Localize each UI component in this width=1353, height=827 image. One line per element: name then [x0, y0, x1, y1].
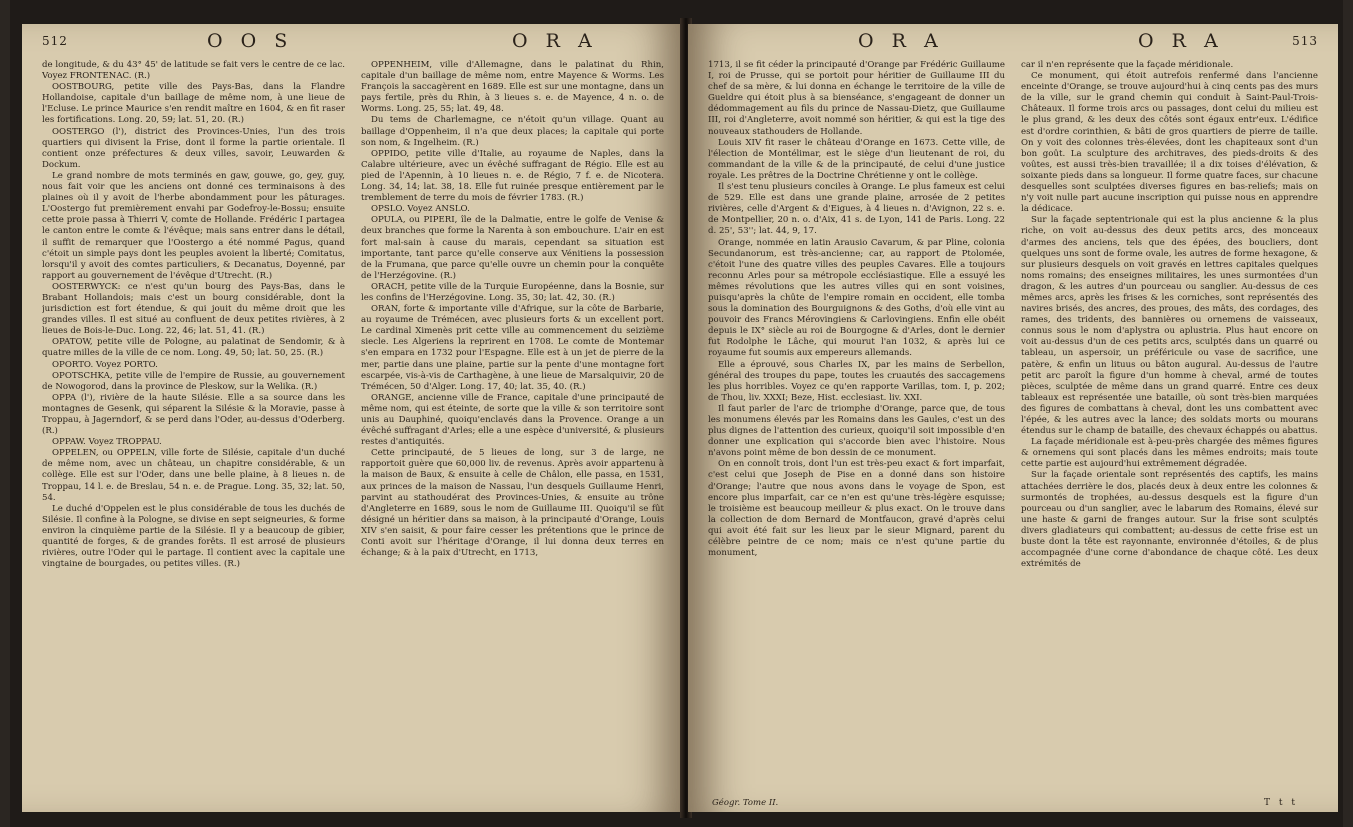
paragraph: OOSTERGO (l'), district des Provinces-Unies, l'un des trois quartiers qui divisent la Frise, dont il forme la partie orientale. Il contient onze préfectures & deux villes, savoir, Leuwarden & Dockum. [42, 126, 345, 170]
paragraph: OPORTO. Voyez PORTO. [52, 359, 158, 370]
right-column-1 [708, 60, 1005, 802]
right-page-header [708, 30, 1318, 54]
paragraph: OPPIDO, petite ville d'Italie, au royaume de Naples, dans la Calabre ultérieure, avec un évêché suffragant de Régio. Elle est au pied de l'Apennin, à 10 lieues n. e. de Régio, 7 f. e. de Nicotera. Long. 34, 14; lat. 38, 18. Elle fut ruinée presque entièrement par le tremblement de terre du mois de février 1783. (R.) [361, 148, 664, 204]
paragraph: On en connoît trois, dont l'un est très-peu exact & fort imparfait, c'est celui que Joseph de Pise en a donné dans son histoire d'Orange; l'autre que nous avons dans le voyage de Spon, est encore plus imparfait, car ce n'en est qu'une très-légère esquisse; le troisième est beaucoup meilleur & plus exact. On le trouve dans la collection de dom Bernard de Montfaucon, gravé d'après celui qui avoit été fait sur les lieux par le sieur Mignard, parent du célèbre peintre de ce nom; mais ce n'est qu'une partie du monument, [708, 459, 1005, 559]
paragraph: OOSTBOURG, petite ville des Pays-Bas, dans la Flandre Hollandoise, capitale d'un baillage de même nom, à une lieue de l'Ecluse. Le prince Maurice s'en rendit maître en 1604, & en fit raser les fortifications. Long. 20, 59; lat. 51, 20. (R.) [42, 82, 345, 126]
paragraph: Ce monument, qui étoit autrefois renfermé dans l'ancienne enceinte d'Orange, se trouve aujourd'hui à cinq cents pas des murs de la ville, sur le grand chemin qui conduit à Saint-Paul-Trois-Châteaux. Il forme trois arcs ou passages, dont celui du milieu est le plus grand, & les deux des côtés sont égaux entr'eux. L'édifice est d'ordre corinthien, & bâti de gros quartiers de pierre de taille. On y voit des colonnes très-élevées, dont les chapiteaux sont d'un bon goût. La sculpture des architraves, des pieds-droits & des voûtes, est aussi très-bien travaillée; il a dix toises d'élévation, & soixante pieds dans sa longueur. Il forme quatre faces, sur chacune desquelles sont sculptées diverses figures en bas-reliefs; mais on n'y voit nulle part aucune inscription qui puisse nous en apprendre la dédicace. [1021, 71, 1318, 215]
paragraph: Le duché d'Oppelen est le plus considérable de tous les duchés de Silésie. Il confine à la Pologne, se divise en sept seigneuries, & forme environ la cinquième partie de la Silésie. Il y a beaucoup de gibier, quantité de forges, & de grandes forêts. Il est arrosé de plusieurs rivières, outre l'Oder qui le partage. Il contient avec la capitale une vingtaine de bourgades, ou petites villes. (R.) [42, 503, 345, 570]
paragraph: 1713, il se fit céder la principauté d'Orange par Frédéric Guillaume I, roi de Prusse, qui se portoit pour héritier de Guillaume III du chef de sa mère, & lui donna en échange le territoire de la ville de Gueldre qui étoit plus à sa bienséance, s'engageant de donner un dédommagement au fils du prince de Nassau-Dietz, que Guillaume III, roi d'Angleterre, avoit nommé son héritier, & qui est la tige des nouveaux stathouders de Hollande. [708, 60, 1005, 137]
paragraph: car il n'en représente que la façade méridionale. [1021, 60, 1234, 70]
right-page [688, 24, 1338, 812]
left-column-1 [42, 60, 345, 802]
paragraph: OPPELEN, ou OPPELN, ville forte de Silésie, capitale d'un duché de même nom, avec un château, un chapitre considérable, & un collège. Elle est sur l'Oder, dans une belle plaine, à 8 lieues n. de Troppau, 14 l. e. de Breslau, 54 n. e. de Prague. Long. 35, 32; lat. 50, 54. [42, 448, 345, 503]
paragraph: de longitude, & du 43° 45' de latitude se fait vers le centre de ce lac. Voyez FRONTENAC. (R.) [42, 60, 345, 82]
signature-mark: T t t [1264, 798, 1298, 808]
running-head-right: O R A [1138, 30, 1224, 52]
paragraph: ORAN, forte & importante ville d'Afrique, sur la côte de Barbarie, au royaume de Trémécen, avec plusieurs forts & un excellent port. Le cardinal Ximenès prit cette ville au commencement du seizième siecle. Les Algeriens la reprirent en 1708. Le comte de Montemar s'en empara en 1732 pour l'Espagne. Elle est à un jet de pierre de la mer, partie dans une plaine, partie sur la pente d'une montagne fort escarpée, vis-à-vis de Carthagène, à une lieue de Marsalquivir, 20 de Trémécen, 50 d'Alger. Long. 17, 40; lat. 35, 40. (R.) [361, 304, 664, 392]
paragraph: OPPA (l'), rivière de la haute Silésie. Elle a sa source dans les montagnes de Gesenk, qui séparent la Silésie & la Moravie, passe à Troppau, à Jagerndorf, & se perd dans l'Oder, au-dessus d'Oderberg. (R.) [42, 392, 345, 437]
paragraph: OPPENHEIM, ville d'Allemagne, dans le palatinat du Rhin, capitale d'un baillage de même nom, entre Mayence & Worms. Les François la saccagèrent en 1689. Elle est sur une montagne, dans un pays fertile, près du Rhin, à 3 lieues s. e. de Mayence, 4 n. o. de Worms. Long. 25, 55; lat. 49, 48. [361, 60, 664, 115]
running-head-left: O R A [858, 30, 944, 52]
page-number: 513 [1292, 34, 1318, 48]
left-page [22, 24, 684, 812]
footer-note: Géogr. Tome II. [712, 798, 779, 808]
paragraph: Sur la façade orientale sont représentés des captifs, les mains attachées derrière le dos, placés deux à deux entre les colonnes & surmontés de trophées, au-dessus desquels est la figure d'un pourceau ou d'un sanglier, avec le labarum des Romains, élevé sur une haste & garni de franges autour. Sur la frise sont sculptés divers gladiateurs qui combattent; au-dessus de cette frise est un buste dont la tête est rayonnante, environnée d'étoiles, & de plus accompagnée d'une corne d'abondance de chaque côté. Les deux extrémités de [1021, 470, 1318, 570]
paragraph: OPPAW. Voyez TROPPAU. [52, 437, 162, 448]
paragraph: ORANGE, ancienne ville de France, capitale d'une principauté de même nom, qui est éteinte, de sorte que la ville & son territoire sont unis au Dauphiné, quoiqu'enclavés dans la Provence. Orange a un évêché suffragant d'Arles; elle a une espèce d'université, & plusieurs restes d'antiquités. [361, 392, 664, 448]
paragraph: Louis XIV fit raser le château d'Orange en 1673. Cette ville, de l'élection de Montélimar, est le siège d'un lieutenant de roi, du commandant de la ville & de la principauté, de celui d'une justice royale. Les prêtres de la Doctrine Chrétienne y ont le collège. [708, 137, 1005, 181]
paragraph: ORACH, petite ville de la Turquie Européenne, dans la Bosnie, sur les confins de l'Herzégovine. Long. 35, 30; lat. 42, 30. (R.) [361, 281, 664, 303]
paragraph: Du tems de Charlemagne, ce n'étoit qu'un village. Quant au baillage d'Oppenheim, il n'a que deux places; la capitale qui porte son nom, & Ingelheim. (R.) [361, 115, 664, 148]
running-head-right: O R A [512, 30, 598, 52]
left-column-2 [361, 60, 664, 802]
paragraph: OPSLO. Voyez ANSLO. [371, 204, 470, 215]
paragraph: Le grand nombre de mots terminés en gaw, gouwe, go, gey, guy, nous fait voir que les anciens ont donné ces terminaisons à des plaines où il y avoit de l'herbe abondamment pour les pâturages. L'Oostergo fut premièrement envahi par Godefroy-le-Bossu; ensuite cette proie passa à Thierri V, comte de Hollande. Frédéric I partagea le canton entre le comte & l'évêque; mais sans entrer dans le détail, il suffit de remarquer que l'Oostergo a été nommé Pagus, quand c'étoit un simple pays dont les peuples avoient la liberté; Comitatus, lorsqu'il y avoit des comtes particuliers, & Decanatus, Doyenné, par rapport au gouvernement de l'évêque d'Utrecht. (R.) [42, 170, 345, 281]
paragraph: OOSTERWYCK: ce n'est qu'un bourg des Pays-Bas, dans le Brabant Hollandois; mais c'est un bourg considérable, dont la jurisdiction est fort étendue, & qui jouit du même droit que les grandes villes. Il est situé au confluent de deux petites rivières, à 2 lieues de Bois-le-Duc. Long. 22, 46; lat. 51, 41. (R.) [42, 281, 345, 337]
paragraph: Il faut parler de l'arc de triomphe d'Orange, parce que, de tous les monumens élevés par les Romains dans les Gaules, c'est un des plus dignes de l'attention des curieux, quoiqu'il soit impossible d'en donner une explication qui s'accorde bien avec l'histoire. Nous n'avons point même de bon dessin de ce monument. [708, 403, 1005, 459]
paragraph: Cette principauté, de 5 lieues de long, sur 3 de large, ne rapportoit guère que 60,000 liv. de revenus. Après avoir appartenu à la maison de Baux, & ensuite à celle de Châlon, elle passa, en 1531, aux princes de la maison de Nassau, l'un desquels Guillaume Henri, parvint au stathoudérat des Provinces-Unies, & ensuite au trône d'Angleterre en 1689, sous le nom de Guillaume III. Quoiqu'il se fût désigné un héritier dans sa maison, à la principauté d'Orange, Louis XIV s'en saisit, & pour faire cesser les prétentions que le prince de Conti avoit sur l'héritage d'Orange, il lui donna deux terres en échange; & à la paix d'Utrecht, en 1713, [361, 448, 664, 559]
paragraph: OPOTSCHKA, petite ville de l'empire de Russie, au gouvernement de Nowogorod, dans la province de Pleskow, sur la Welika. (R.) [42, 370, 345, 392]
paragraph: La façade méridionale est à-peu-près chargée des mêmes figures & ornemens qui sont placés dans les mêmes endroits; mais toute cette partie est aujourd'hui extrêmement dégradée. [1021, 437, 1318, 470]
paragraph: Sur la façade septentrionale qui est la plus ancienne & la plus riche, on voit au-dessus des deux petits arcs, des monceaux d'armes des anciens, tels que des épées, des boucliers, dont quelques uns sont de forme ovale, les autres de forme hexagone, & sur plusieurs desquels on voit gravés en lettres capitales quelques noms romains; des enseignes militaires, les unes surmontées d'un dragon, & les autres d'un pourceau ou sanglier. Au-dessus de ces mêmes arcs, après les frises & les corniches, sont représentés des navires brisés, des ancres, des proues, des mâts, des cordages, des rames, des tridents, des bannières ou ornemens de vaisseaux, connus sous le nom d'aplystra ou aplustria. Plus haut encore on voit au-dessus d'un de ces petits arcs, sculptés dans un quarré ou tableau, un aspersoir, un préféricule ou vase de sacrifice, une patère, & enfin un lituus ou bâton augural. Au-dessus de l'autre petit arc paroît la figure d'un homme à cheval, armé de toutes pièces, sculptée de même dans un grand quarré. Entre ces deux tableaux est représentée une bataille, où sont très-bien marquées des figures de combattans à cheval, dont les uns combattent avec l'épée, & les autres avec la lance; des soldats morts ou mourans étendus sur le champ de bataille, des chevaux échappés ou abattus. [1021, 215, 1318, 437]
page-number: 512 [42, 34, 68, 48]
paragraph: Elle a éprouvé, sous Charles IX, par les mains de Serbellon, général des troupes du pape, toutes les cruautés des saccagemens les plus horribles. Voyez ce qu'en rapporte Varillas, tom. I, p. 202; de Thou, liv. XXXI; Beze, Hist. ecclesiast. liv. XXI. [708, 359, 1005, 403]
running-head-left: O O S [207, 30, 294, 52]
paragraph: Orange, nommée en latin Arausio Cavarum, & par Pline, colonia Secundanorum, est très-ancienne; car, au rapport de Ptolomée, c'étoit l'une des quatre villes des peuples Cavares. Elle a toujours reconnu Arles pour sa métropole ecclésiastique. Elle a essuyé les mêmes révolutions que les autres villes qui en sont voisines, puisqu'après la chûte de l'empire romain en occident, elle tomba sous la domination des Bourguignons & des Goths, d'où elle vint au pouvoir des Francs Mérovingiens & Carlovingiens. Enfin elle obéit depuis le IX° siècle au roi de Bourgogne & d'Arles, dont le dernier fut Rodolphe le Lâche, qui mourut l'an 1032, & après lui ce royaume fut soumis aux empereurs allemands. [708, 237, 1005, 359]
open-book [10, 0, 1343, 827]
left-page-header [42, 30, 664, 54]
paragraph: OPULA, ou PIPERI, île de la Dalmatie, entre le golfe de Venise & deux branches que forme la Narenta à son embouchure. L'air en est fort mal-sain à cause du marais, cependant sa situation est importante, tant parce qu'elle conserve aux Vénitiens la possession de la Frumana, que parce qu'elle ouvre un chemin pour la conquête de l'Herzégovine. (R.) [361, 215, 664, 281]
right-column-2 [1021, 60, 1318, 802]
paragraph: Il s'est tenu plusieurs conciles à Orange. Le plus fameux est celui de 529. Elle est dans une grande plaine, arrosée de 2 petites rivières, celle d'Argent & d'Eigues, à 4 lieues n. d'Avignon, 22 s. e. de Montpellier, 20 n. o. d'Aix, 41 s. de Lyon, 141 de Paris. Long. 22 d. 25', 53''; lat. 44, 9, 17. [708, 182, 1005, 237]
paragraph: OPATOW, petite ville de Pologne, au palatinat de Sendomir, & à quatre milles de la ville de ce nom. Long. 49, 50; lat. 50, 25. (R.) [42, 337, 345, 359]
